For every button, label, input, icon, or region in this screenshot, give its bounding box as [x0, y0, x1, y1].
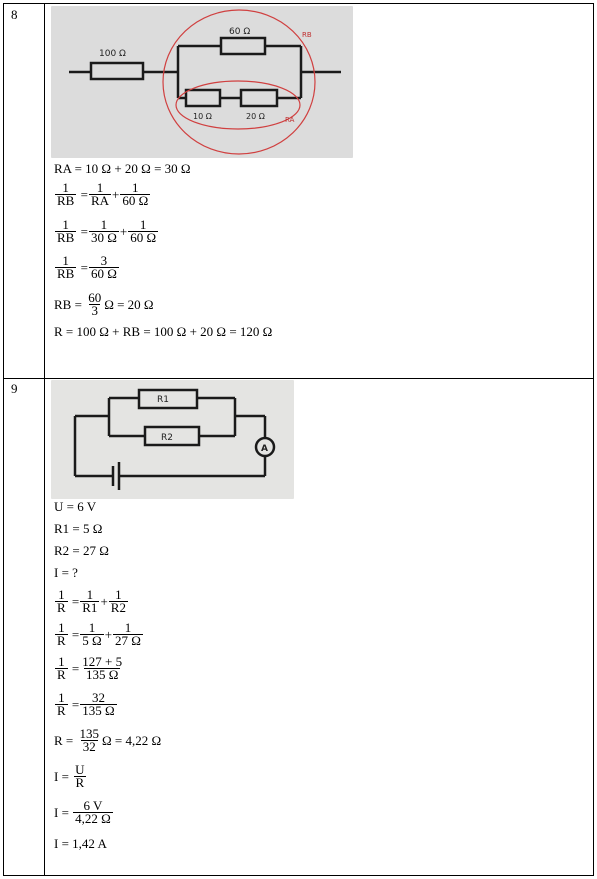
equation-rb-4: RB = $\frac{60}{3}$ Ω = 20 Ω — [54, 290, 154, 318]
label-10-ohm: 10 Ω — [193, 112, 212, 121]
column-divider — [44, 4, 45, 875]
label-100-ohm: 100 Ω — [99, 49, 126, 59]
label-20-ohm: 20 Ω — [246, 112, 265, 121]
equation-parallel-1: 1 R = 1 R1 + 1 R2 — [57, 587, 126, 615]
given-r1: R1 = 5 Ω — [54, 521, 103, 536]
label-r1: R1 — [157, 395, 169, 405]
row-number: 8 — [11, 7, 18, 22]
solutions-table — [3, 3, 594, 876]
equation-rb-1: 1 RB = 1 RA + 1 60 Ω — [57, 180, 149, 208]
equation-parallel-3: 1 R = 127 + 5 135 Ω — [57, 654, 123, 682]
circuit-diagram-9 — [51, 380, 294, 499]
label-r2: R2 — [161, 433, 173, 443]
equation-ra: RA = 10 Ω + 20 Ω = 30 Ω — [54, 161, 191, 176]
circuit-photo-9 — [51, 380, 294, 499]
circuit-diagram-8 — [51, 6, 353, 158]
equation-ohms-law: I = $\frac{U}{R}$ — [54, 762, 85, 790]
row-number: 9 — [11, 381, 18, 396]
equation-rb-3: 1 RB = 3 60 Ω — [57, 253, 117, 281]
equation-parallel-2: 1 R = 1 5 Ω + 1 27 Ω — [57, 620, 141, 648]
equation-r-total: R = 100 Ω + RB = 100 Ω + 20 Ω = 120 Ω — [54, 324, 273, 339]
given-voltage: U = 6 V — [54, 499, 97, 514]
circuit-photo-8 — [51, 6, 353, 158]
label-rb: RB — [302, 31, 312, 39]
ammeter-label: A — [261, 444, 268, 454]
result-current: I = 1,42 A — [54, 836, 107, 851]
equation-resistance: R = $\frac{135}{32}$ Ω = 4,22 Ω — [54, 726, 162, 754]
row-divider — [4, 378, 593, 379]
label-ra: RA — [285, 116, 295, 124]
equation-parallel-4: 1 R = 32 135 Ω — [57, 690, 115, 718]
unknown-current: I = ? — [54, 565, 78, 580]
equation-rb-2: 1 RB = 1 30 Ω + 1 60 Ω — [57, 217, 157, 245]
equation-current-calc: I = $\frac{6 V}{4,22 \Omega}$ — [54, 798, 111, 826]
label-60-ohm: 60 Ω — [229, 27, 251, 37]
given-r2: R2 = 27 Ω — [54, 543, 109, 558]
